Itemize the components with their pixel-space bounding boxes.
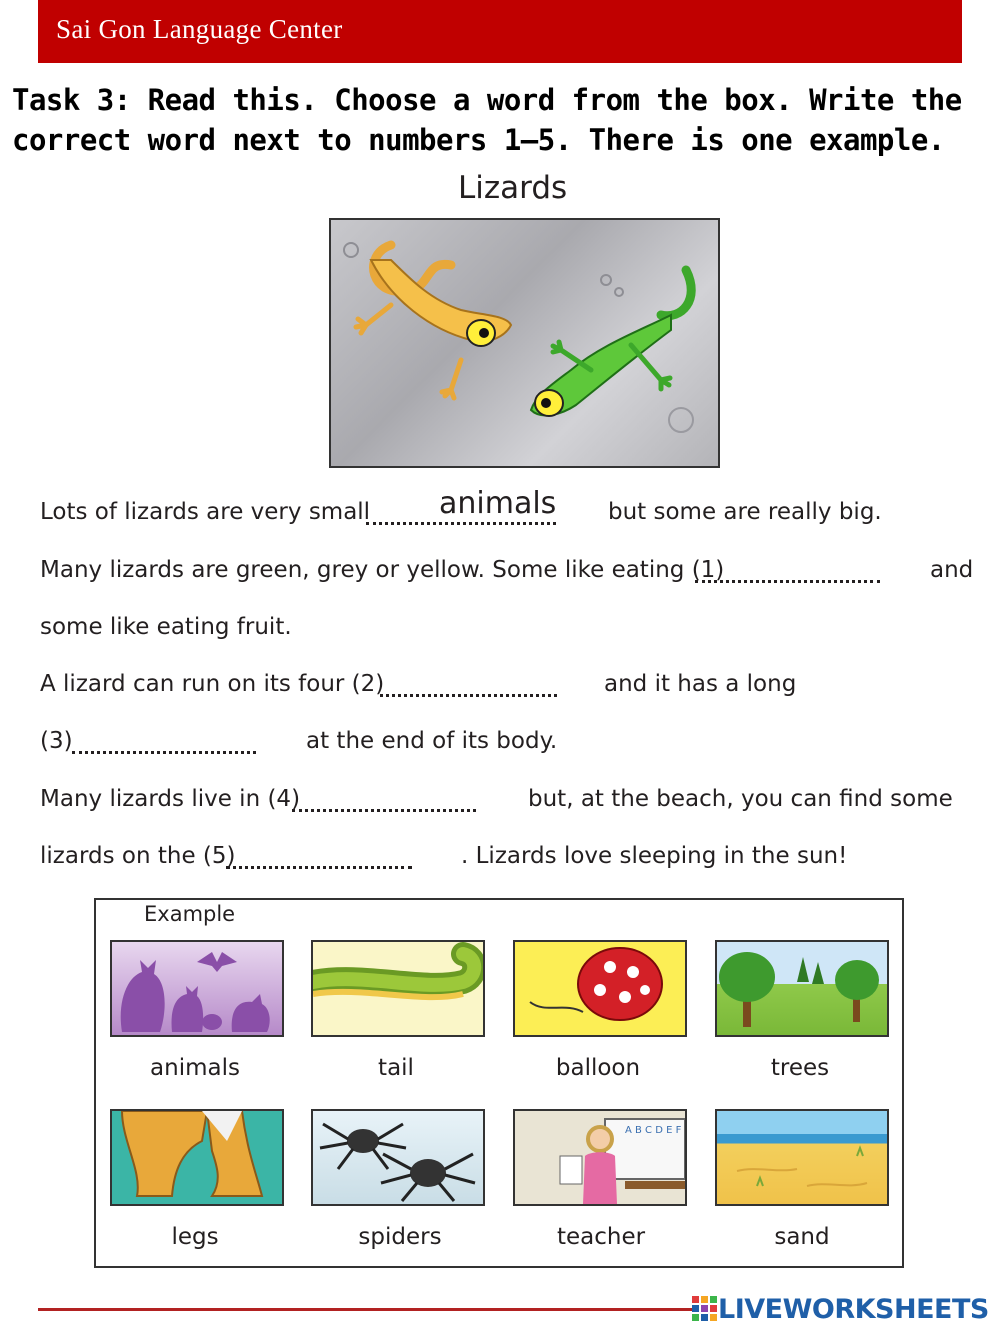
example-answer: animals bbox=[439, 486, 557, 521]
word-balloon: balloon bbox=[555, 1055, 641, 1081]
answer-blank-3[interactable] bbox=[72, 751, 256, 754]
animals-picture bbox=[110, 940, 284, 1037]
story-line-7b: . Lizards love sleeping in the sun! bbox=[461, 843, 848, 869]
story-line-1b: but some are really big. bbox=[608, 499, 882, 525]
story-line-2b: and bbox=[930, 557, 974, 583]
footer-divider bbox=[38, 1308, 698, 1311]
story-line-5b: at the end of its body. bbox=[306, 728, 558, 754]
word-teacher: teacher bbox=[556, 1224, 646, 1250]
spiders-picture bbox=[311, 1109, 485, 1206]
liveworksheets-logo[interactable] bbox=[692, 1294, 989, 1324]
tail-picture bbox=[311, 940, 485, 1037]
story-line-2a: Many lizards are green, grey or yellow. Some like eating (1) bbox=[40, 557, 725, 583]
answer-blank-2[interactable] bbox=[380, 694, 557, 697]
trees-picture bbox=[715, 940, 889, 1037]
story-line-1a: Lots of lizards are very small bbox=[40, 499, 371, 525]
task-instruction: Task 3: Read this. Choose a word from the box. Write the correct word next to numbers 1–5. There is one example. bbox=[12, 83, 962, 157]
example-label: Example bbox=[144, 902, 236, 926]
story-line-5a: (3) bbox=[40, 728, 73, 754]
legs-picture bbox=[110, 1109, 284, 1206]
balloon-picture bbox=[513, 940, 687, 1037]
lizards-illustration bbox=[329, 218, 720, 468]
answer-blank-1[interactable] bbox=[695, 580, 880, 583]
answer-blank-4[interactable] bbox=[292, 809, 476, 812]
story-title: Lizards bbox=[458, 170, 568, 206]
word-legs: legs bbox=[171, 1224, 219, 1250]
story-line-3: some like eating fruit. bbox=[40, 614, 292, 640]
header-banner bbox=[38, 0, 962, 63]
liveworksheets-logo-text: LIVEWORKSHEETS bbox=[718, 1293, 989, 1325]
word-animals: animals bbox=[150, 1055, 240, 1081]
word-sand: sand bbox=[774, 1224, 830, 1250]
story-line-7a: lizards on the (5) bbox=[40, 843, 236, 869]
word-spiders: spiders bbox=[358, 1224, 442, 1250]
sand-picture bbox=[715, 1109, 889, 1206]
teacher-picture bbox=[513, 1109, 687, 1206]
story-line-6a: Many lizards live in (4) bbox=[40, 786, 301, 812]
story-line-4b: and it has a long bbox=[604, 671, 797, 697]
center-name: Sai Gon Language Center bbox=[56, 14, 343, 44]
story-line-6b: but, at the beach, you can find some bbox=[528, 786, 953, 812]
story-line-4a: A lizard can run on its four (2) bbox=[40, 671, 385, 697]
svg-text:A B C D E F: A B C D E F bbox=[625, 1125, 682, 1136]
word-tail: tail bbox=[378, 1055, 414, 1081]
word-trees: trees bbox=[770, 1055, 830, 1081]
answer-blank-5[interactable] bbox=[226, 866, 412, 869]
liveworksheets-logo-icon bbox=[692, 1296, 718, 1322]
example-blank bbox=[366, 522, 556, 525]
